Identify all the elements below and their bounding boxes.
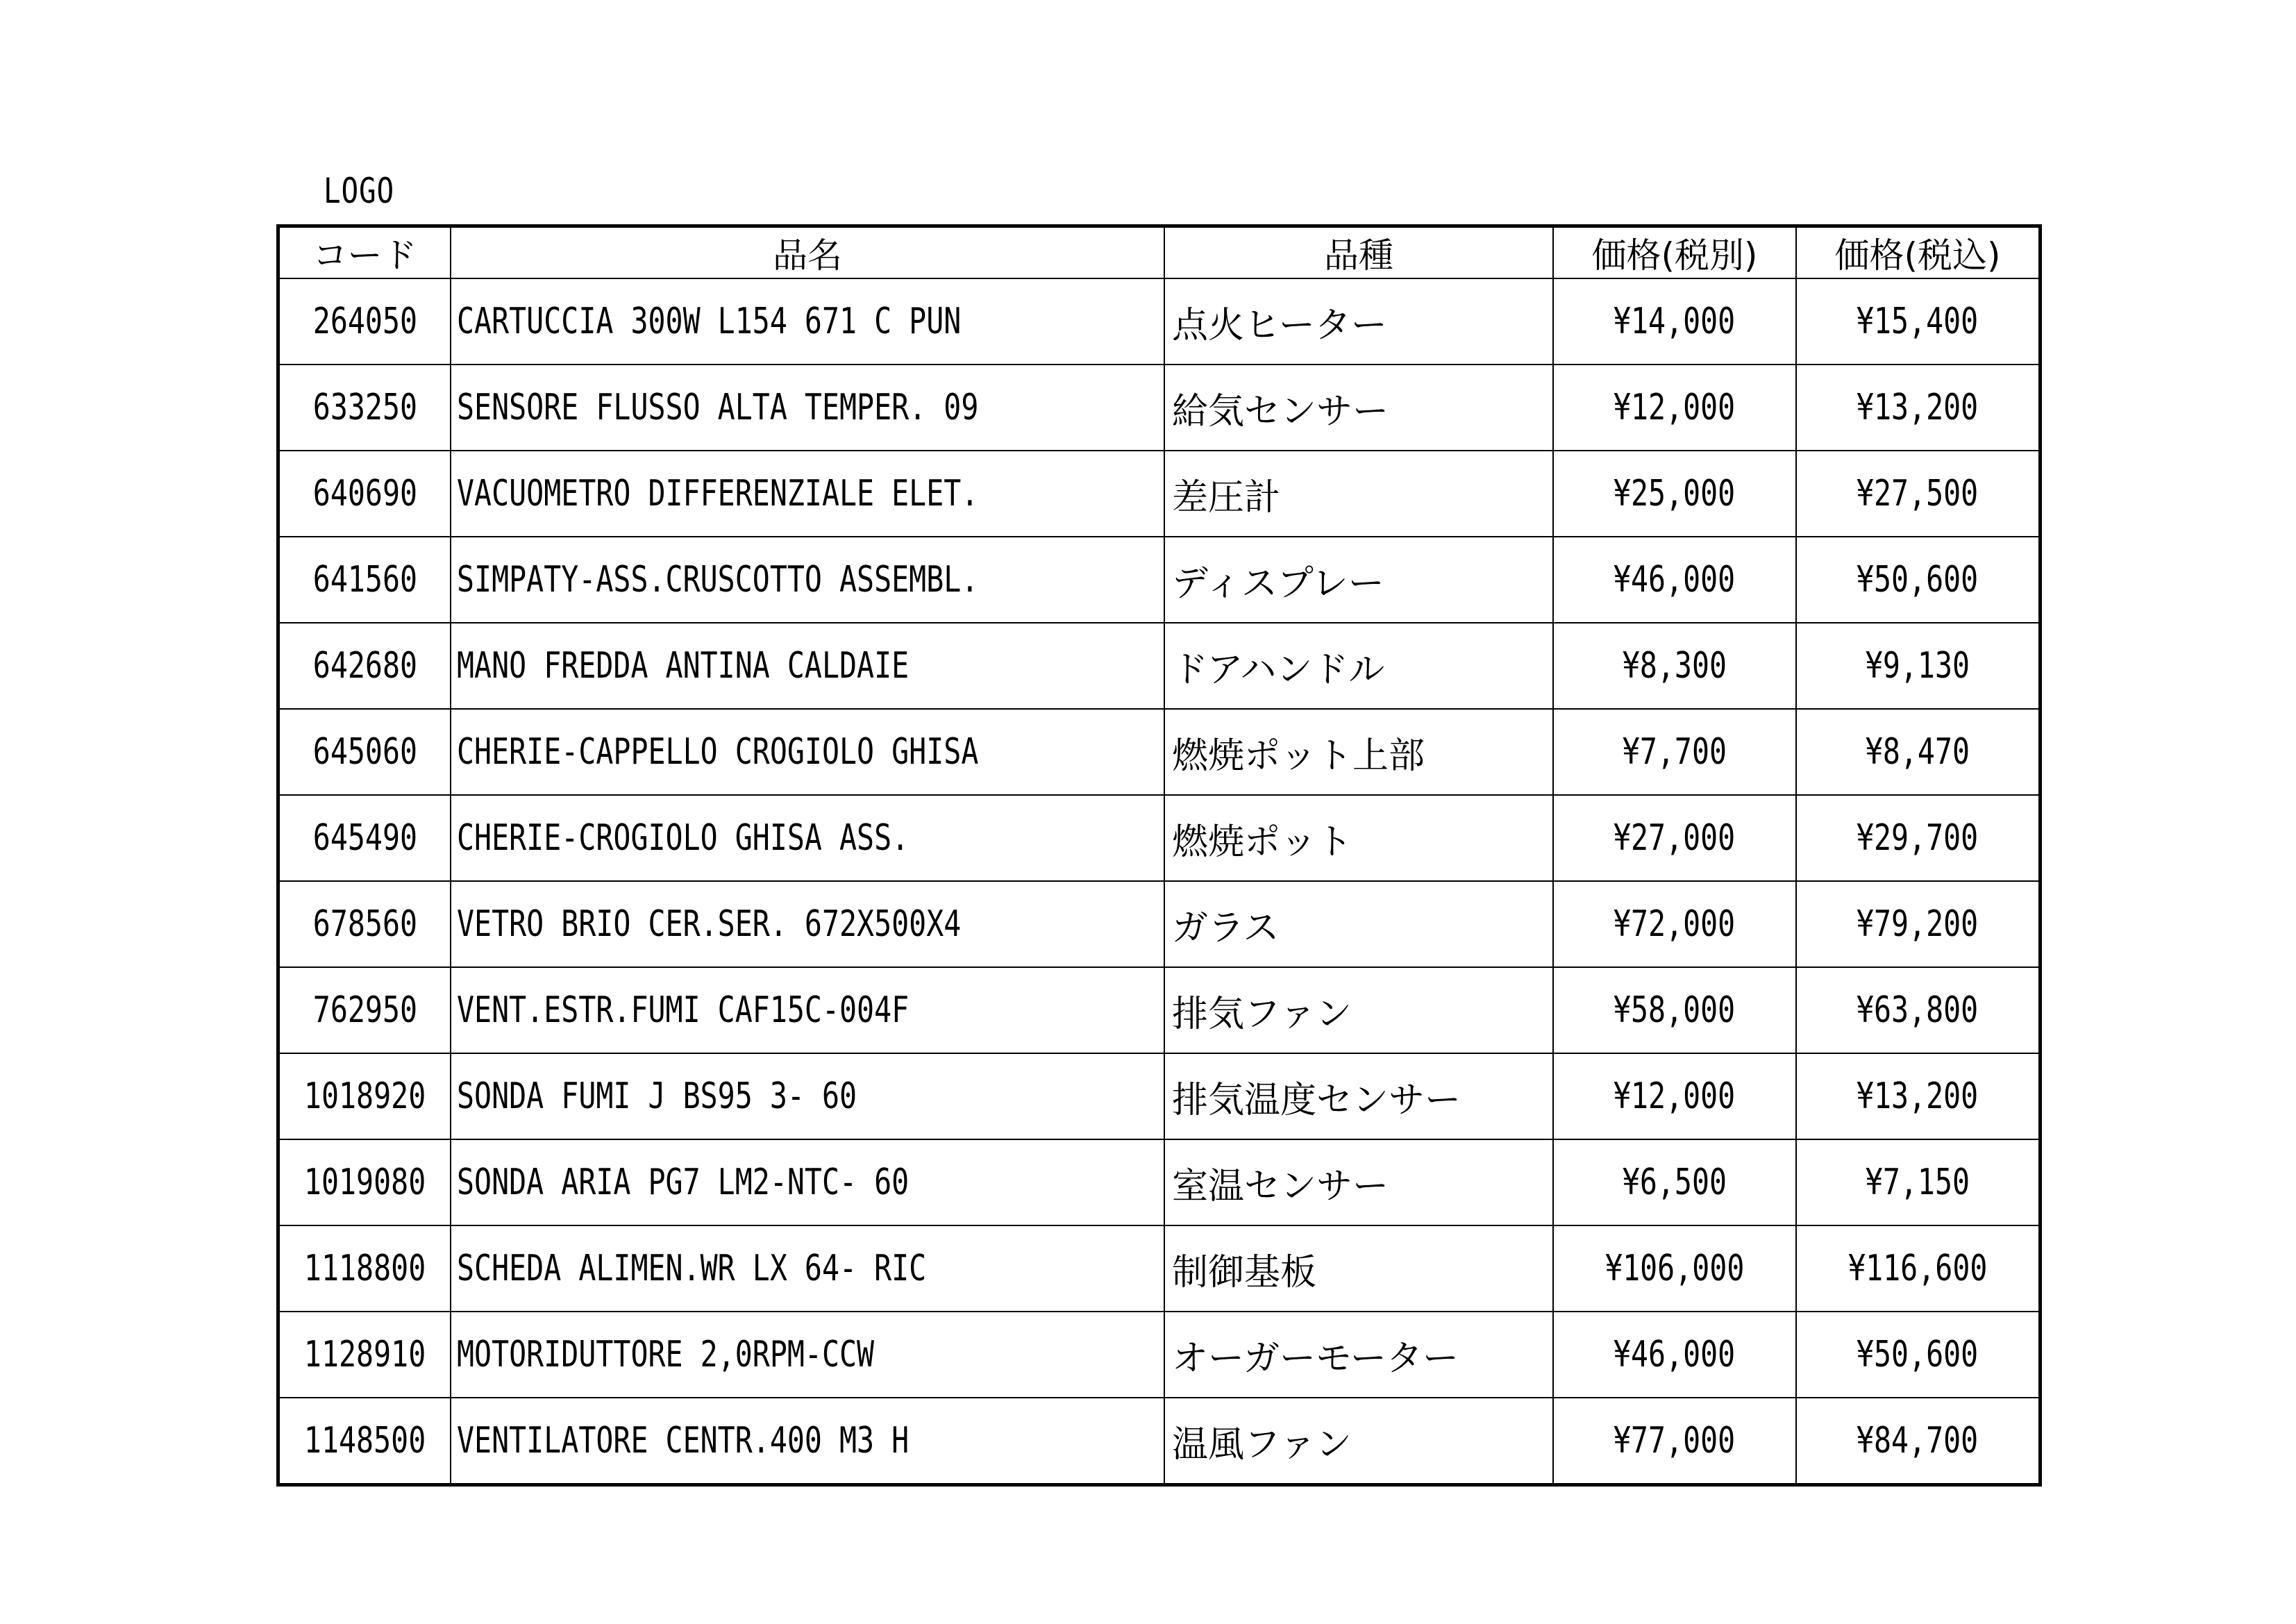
table-row bbox=[278, 1053, 2041, 1139]
cell-code-text: 645060 bbox=[312, 731, 417, 773]
cell-price-excl-tax bbox=[1553, 881, 1796, 967]
cell-price-incl-tax-text: ¥9,130 bbox=[1865, 645, 1970, 687]
cell-price-incl-tax bbox=[1796, 623, 2041, 709]
cell-price-excl-tax-text: ¥14,000 bbox=[1614, 301, 1736, 342]
cell-price-incl-tax bbox=[1796, 967, 2041, 1053]
cell-name-text: SIMPATY-ASS.CRUSCOTTO ASSEMBL. bbox=[457, 559, 979, 601]
cell-code-text: 762950 bbox=[312, 989, 417, 1031]
cell-code-text: 1118800 bbox=[303, 1248, 426, 1289]
cell-name bbox=[451, 1053, 1164, 1139]
cell-code bbox=[278, 365, 451, 451]
cell-kind: 差圧計 bbox=[1164, 451, 1553, 537]
cell-price-incl-tax bbox=[1796, 451, 2041, 537]
cell-kind: ドアハンドル bbox=[1164, 623, 1553, 709]
cell-name bbox=[451, 1312, 1164, 1398]
cell-price-incl-tax bbox=[1796, 278, 2041, 365]
cell-price-excl-tax bbox=[1553, 1053, 1796, 1139]
cell-price-incl-tax-text: ¥84,700 bbox=[1857, 1420, 1979, 1462]
cell-price-excl-tax bbox=[1553, 451, 1796, 537]
cell-name-text: SONDA ARIA PG7 LM2-NTC- 60 bbox=[457, 1162, 910, 1203]
cell-price-incl-tax bbox=[1796, 881, 2041, 967]
cell-price-excl-tax bbox=[1553, 365, 1796, 451]
cell-price-incl-tax-text: ¥8,470 bbox=[1865, 731, 1970, 773]
table-row bbox=[278, 881, 2041, 967]
table-row bbox=[278, 1139, 2041, 1225]
cell-price-excl-tax bbox=[1553, 967, 1796, 1053]
cell-code bbox=[278, 795, 451, 881]
cell-price-excl-tax bbox=[1553, 1225, 1796, 1312]
cell-price-incl-tax-text: ¥116,600 bbox=[1847, 1248, 1988, 1289]
header-price-incl-tax: 価格(税込) bbox=[1796, 226, 2041, 279]
cell-price-incl-tax-text: ¥50,600 bbox=[1857, 1334, 1979, 1375]
cell-kind: 室温センサー bbox=[1164, 1139, 1553, 1225]
cell-name bbox=[451, 451, 1164, 537]
cell-price-excl-tax-text: ¥27,000 bbox=[1614, 817, 1736, 859]
cell-code-text: 1148500 bbox=[303, 1420, 426, 1462]
header-code: コード bbox=[278, 226, 451, 279]
cell-name bbox=[451, 1398, 1164, 1485]
cell-kind: オーガーモーター bbox=[1164, 1312, 1553, 1398]
table-row bbox=[278, 1225, 2041, 1312]
cell-price-excl-tax-text: ¥77,000 bbox=[1614, 1420, 1736, 1462]
cell-price-incl-tax-text: ¥50,600 bbox=[1857, 559, 1979, 601]
cell-price-excl-tax-text: ¥6,500 bbox=[1622, 1162, 1727, 1203]
cell-price-incl-tax bbox=[1796, 1225, 2041, 1312]
cell-code-text: 645490 bbox=[312, 817, 417, 859]
cell-name-text: SCHEDA ALIMEN.WR LX 64- RIC bbox=[457, 1248, 927, 1289]
cell-code bbox=[278, 537, 451, 623]
cell-price-excl-tax-text: ¥8,300 bbox=[1622, 645, 1727, 687]
cell-code bbox=[278, 709, 451, 795]
table-row bbox=[278, 623, 2041, 709]
table-header-row bbox=[278, 226, 2041, 279]
cell-name-text: CHERIE-CROGIOLO GHISA ASS. bbox=[457, 817, 910, 859]
cell-price-excl-tax-text: ¥72,000 bbox=[1614, 903, 1736, 945]
cell-name bbox=[451, 278, 1164, 365]
cell-price-excl-tax-text: ¥46,000 bbox=[1614, 559, 1736, 601]
cell-price-excl-tax bbox=[1553, 1139, 1796, 1225]
header-price-excl-tax: 価格(税別) bbox=[1553, 226, 1796, 279]
cell-name-text: CARTUCCIA 300W L154 671 C PUN bbox=[457, 301, 962, 342]
table-row bbox=[278, 278, 2041, 365]
cell-name bbox=[451, 881, 1164, 967]
cell-price-incl-tax-text: ¥13,200 bbox=[1857, 1075, 1979, 1117]
table-row bbox=[278, 1398, 2041, 1485]
cell-kind: 制御基板 bbox=[1164, 1225, 1553, 1312]
cell-code-text: 1018920 bbox=[303, 1075, 426, 1117]
cell-price-incl-tax-text: ¥63,800 bbox=[1857, 989, 1979, 1031]
cell-price-incl-tax bbox=[1796, 709, 2041, 795]
cell-price-incl-tax bbox=[1796, 1053, 2041, 1139]
logo-placeholder: LOGO bbox=[324, 171, 395, 211]
cell-code bbox=[278, 1225, 451, 1312]
cell-price-incl-tax-text: ¥79,200 bbox=[1857, 903, 1979, 945]
cell-code-text: 1128910 bbox=[303, 1334, 426, 1375]
cell-name bbox=[451, 795, 1164, 881]
cell-price-excl-tax bbox=[1553, 1312, 1796, 1398]
cell-code bbox=[278, 1312, 451, 1398]
cell-price-incl-tax-text: ¥27,500 bbox=[1857, 473, 1979, 514]
cell-price-excl-tax-text: ¥58,000 bbox=[1614, 989, 1736, 1031]
cell-name-text: VENTILATORE CENTR.400 M3 H bbox=[457, 1420, 910, 1462]
cell-name bbox=[451, 1139, 1164, 1225]
cell-price-excl-tax bbox=[1553, 709, 1796, 795]
cell-price-incl-tax bbox=[1796, 795, 2041, 881]
cell-price-excl-tax-text: ¥7,700 bbox=[1622, 731, 1727, 773]
cell-kind: 点火ヒーター bbox=[1164, 278, 1553, 365]
cell-code bbox=[278, 1398, 451, 1485]
cell-code bbox=[278, 278, 451, 365]
header-name: 品名 bbox=[451, 226, 1164, 279]
table-row bbox=[278, 451, 2041, 537]
cell-code-text: 641560 bbox=[312, 559, 417, 601]
cell-kind: 排気温度センサー bbox=[1164, 1053, 1553, 1139]
cell-price-excl-tax-text: ¥106,000 bbox=[1604, 1248, 1745, 1289]
cell-name bbox=[451, 623, 1164, 709]
cell-code-text: 642680 bbox=[312, 645, 417, 687]
cell-price-excl-tax bbox=[1553, 795, 1796, 881]
cell-price-excl-tax bbox=[1553, 623, 1796, 709]
cell-name-text: VENT.ESTR.FUMI CAF15C-004F bbox=[457, 989, 910, 1031]
cell-name-text: SONDA FUMI J BS95 3- 60 bbox=[457, 1075, 857, 1117]
cell-code bbox=[278, 623, 451, 709]
table-row bbox=[278, 1312, 2041, 1398]
cell-kind: 給気センサー bbox=[1164, 365, 1553, 451]
cell-kind: 温風ファン bbox=[1164, 1398, 1553, 1485]
cell-price-incl-tax-text: ¥15,400 bbox=[1857, 301, 1979, 342]
cell-price-excl-tax-text: ¥12,000 bbox=[1614, 1075, 1736, 1117]
cell-price-incl-tax-text: ¥13,200 bbox=[1857, 387, 1979, 428]
cell-kind: 排気ファン bbox=[1164, 967, 1553, 1053]
cell-name bbox=[451, 709, 1164, 795]
cell-code bbox=[278, 881, 451, 967]
cell-kind: 燃焼ポット bbox=[1164, 795, 1553, 881]
cell-kind: 燃焼ポット上部 bbox=[1164, 709, 1553, 795]
parts-price-table bbox=[276, 224, 2042, 1487]
header-kind: 品種 bbox=[1164, 226, 1553, 279]
cell-price-excl-tax bbox=[1553, 537, 1796, 623]
cell-code-text: 1019080 bbox=[303, 1162, 426, 1203]
cell-code-text: 264050 bbox=[312, 301, 417, 342]
table-row bbox=[278, 365, 2041, 451]
cell-code bbox=[278, 967, 451, 1053]
table-row bbox=[278, 795, 2041, 881]
cell-price-incl-tax bbox=[1796, 537, 2041, 623]
cell-code bbox=[278, 1053, 451, 1139]
cell-price-excl-tax bbox=[1553, 278, 1796, 365]
cell-name-text: VACUOMETRO DIFFERENZIALE ELET. bbox=[457, 473, 979, 514]
cell-code-text: 640690 bbox=[312, 473, 417, 514]
cell-code-text: 633250 bbox=[312, 387, 417, 428]
cell-price-excl-tax-text: ¥25,000 bbox=[1614, 473, 1736, 514]
cell-name bbox=[451, 967, 1164, 1053]
cell-kind: ガラス bbox=[1164, 881, 1553, 967]
cell-price-excl-tax bbox=[1553, 1398, 1796, 1485]
cell-price-incl-tax-text: ¥29,700 bbox=[1857, 817, 1979, 859]
cell-code bbox=[278, 1139, 451, 1225]
table-row bbox=[278, 537, 2041, 623]
cell-name-text: CHERIE-CAPPELLO CROGIOLO GHISA bbox=[457, 731, 979, 773]
cell-name-text: SENSORE FLUSSO ALTA TEMPER. 09 bbox=[457, 387, 979, 428]
table-body bbox=[278, 278, 2041, 1485]
cell-price-incl-tax-text: ¥7,150 bbox=[1865, 1162, 1970, 1203]
cell-name bbox=[451, 537, 1164, 623]
cell-price-incl-tax bbox=[1796, 1139, 2041, 1225]
cell-name bbox=[451, 365, 1164, 451]
cell-kind: ディスプレー bbox=[1164, 537, 1553, 623]
cell-code bbox=[278, 451, 451, 537]
table-row bbox=[278, 709, 2041, 795]
cell-price-excl-tax-text: ¥12,000 bbox=[1614, 387, 1736, 428]
table-row bbox=[278, 967, 2041, 1053]
cell-price-incl-tax bbox=[1796, 1398, 2041, 1485]
cell-price-excl-tax-text: ¥46,000 bbox=[1614, 1334, 1736, 1375]
cell-price-incl-tax bbox=[1796, 365, 2041, 451]
cell-code-text: 678560 bbox=[312, 903, 417, 945]
cell-name bbox=[451, 1225, 1164, 1312]
cell-price-incl-tax bbox=[1796, 1312, 2041, 1398]
cell-name-text: MANO FREDDA ANTINA CALDAIE bbox=[457, 645, 910, 687]
cell-name-text: VETRO BRIO CER.SER. 672X500X4 bbox=[457, 903, 962, 945]
cell-name-text: MOTORIDUTTORE 2,0RPM-CCW bbox=[457, 1334, 875, 1375]
